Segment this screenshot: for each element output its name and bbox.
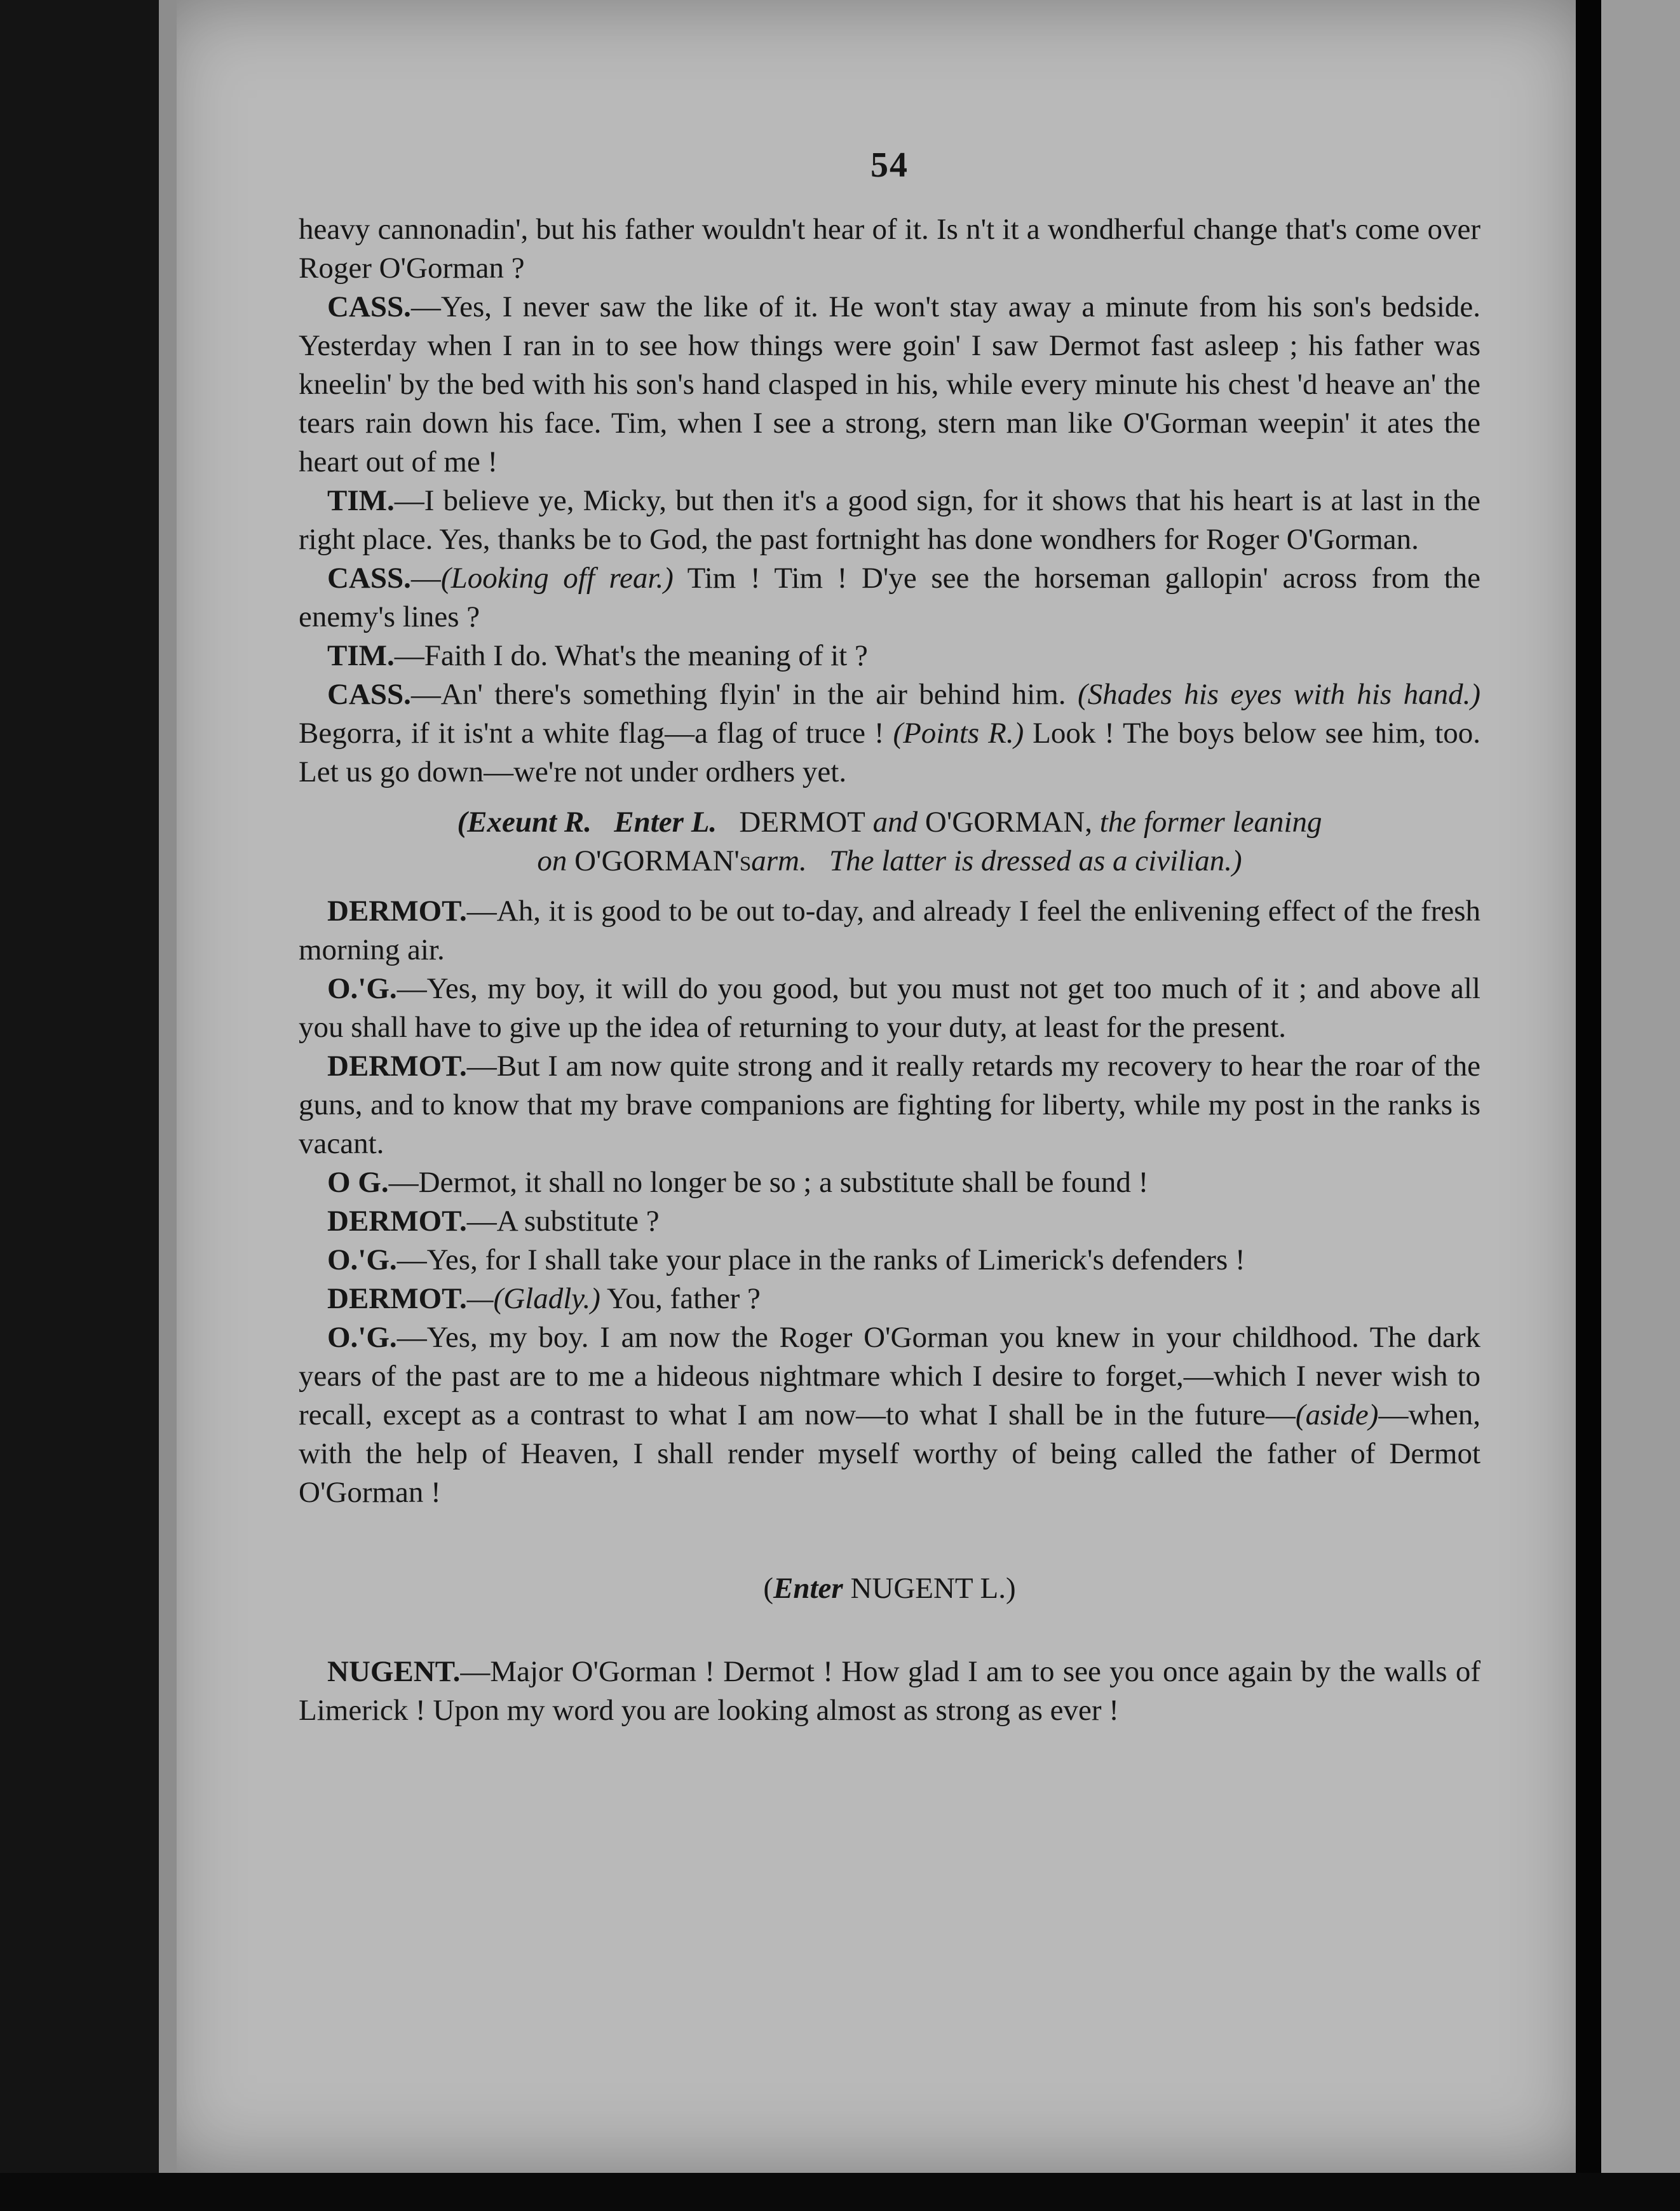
speech-text: —But I am now quite strong and it really retards my recovery to hear the roar of the guns, and to know that my brave companions are fighting for liberty, while my post in the ranks is vacant. <box>299 1050 1480 1160</box>
binding-edge <box>1576 0 1601 2211</box>
speech-dermot-3 <box>299 1202 1480 1241</box>
stage-direction: (Shades his eyes with his hand.) <box>1077 678 1480 711</box>
speech-text: —Yes, I never saw the like of it. He won't stay away a minute from his son's bedside. Yesterday when I ran in to see how things were goin' I saw Dermot fast asleep ; his father was kneelin' by the bed with his son's hand clasped in his, while every minute his chest 'd heave an' the tears rain down his face. Tim, when I see a strong, stern man like O'Gorman weepin' it ates the heart out of me ! <box>299 290 1480 478</box>
speech-text: —when, with the help of Heaven, I shall render myself worthy of being called the father of Dermot O'Gorman ! <box>299 1398 1480 1509</box>
speaker-name: DERMOT. <box>327 1282 467 1315</box>
direction-enter: Enter L. <box>614 806 717 839</box>
stage-direction: —(Gladly.) <box>466 1282 600 1315</box>
speech-dermot-1 <box>299 892 1480 970</box>
speech-cass-1 <box>299 288 1480 482</box>
direction-word: on <box>537 844 567 877</box>
speech-text: —Yes, my boy. I am now the Roger O'Gorman you knew in your childhood. The dark years of the past are to me a hideous nightmare which I desire to forget,—which I never wish to recall, except as a contrast to what I am now—to what I shall be in the future— <box>299 1321 1480 1431</box>
speech-text: —Yes, my boy, it will do you good, but you must not get too much of it ; and above all you shall have to give up the idea of returning to your duty, at least for the present. <box>299 972 1480 1044</box>
speaker-name: DERMOT. <box>327 1050 467 1083</box>
character-ogorman: O'GORMAN, <box>925 806 1092 839</box>
speaker-name: O.'G. <box>327 972 397 1005</box>
speech-ogorman-2 <box>299 1163 1480 1202</box>
speech-text: —I believe ye, Micky, but then it's a good sign, for it shows that his heart is at last in the right place. Yes, thanks be to God, the past fortnight has done wondhers for Roger O'Gorman. <box>299 484 1480 556</box>
speech-text: heavy cannonadin', but his father wouldn't hear of it. Is n't it a wondherful change that's come over Roger O'Gorman ? <box>299 213 1480 285</box>
page-number: 54 <box>870 145 909 185</box>
speech-dermot-2 <box>299 1047 1480 1163</box>
speech-text: —Yes, for I shall take your place in the ranks of Limerick's defenders ! <box>396 1243 1245 1276</box>
speaker-name: O.'G. <box>327 1243 397 1276</box>
speech-text: Begorra, if it is'nt a white flag—a flag of truce ! <box>299 717 893 750</box>
speech-text: —An' there's something flyin' in the air behind him. <box>410 678 1078 711</box>
character-dermot: DERMOT <box>739 806 865 839</box>
speech-text: Look ! The boys below see him, too. Let us go down—we're not under ordhers yet. <box>299 717 1480 788</box>
speech-text: —Faith I do. What's the meaning of it ? <box>394 639 868 672</box>
speech-ogorman-1 <box>299 970 1480 1047</box>
scan-bottom-border <box>0 2173 1680 2211</box>
direction-paren: ( <box>763 1572 773 1605</box>
speaker-name: O G. <box>327 1166 389 1199</box>
speech-cass-3 <box>299 675 1480 792</box>
speaker-name: DERMOT. <box>327 895 467 928</box>
page-gutter-shadow <box>159 0 177 2173</box>
speaker-name: CASS. <box>327 678 411 711</box>
stage-direction: (Looking off rear.) <box>440 562 674 595</box>
direction-text: the former leaning <box>1099 806 1322 839</box>
speaker-name: O.'G. <box>327 1321 397 1354</box>
direction-enter: Enter <box>773 1572 843 1605</box>
stage-direction: (Points R.) <box>893 717 1024 750</box>
character-ogorman: O'GORMAN's <box>574 844 752 877</box>
speaker-name: DERMOT. <box>327 1205 467 1238</box>
speech-cass-2: CASS.—(Looking off rear.) Tim ! Tim ! D'ye see the horseman gallopin' across from the enemy's lines ? <box>299 562 1480 633</box>
speech-ogorman-3 <box>299 1241 1480 1280</box>
speech-ogorman-4 <box>299 1318 1480 1512</box>
speech-text: Tim ! Tim ! D'ye see the horseman gallopin' across from the enemy's lines ? <box>299 562 1480 633</box>
page-text <box>299 146 1480 1730</box>
speech-tim-2 <box>299 637 1480 675</box>
speech-nugent-1 <box>299 1653 1480 1730</box>
speech-dermot-4 <box>299 1280 1480 1318</box>
direction-word: arm. <box>751 844 807 877</box>
adjacent-page-edge <box>1601 0 1680 2211</box>
speech-text: —Major O'Gorman ! Dermot ! How glad I am to see you once again by the walls of Limerick ! Upon my word you are looking almost as strong as ever ! <box>299 1655 1480 1727</box>
speaker-name: CASS. <box>327 562 411 595</box>
direction-word: and <box>872 806 918 839</box>
speech-tim-1 <box>299 482 1480 559</box>
speech-text: You, father ? <box>600 1282 761 1315</box>
stage-direction-exeunt <box>299 803 1480 881</box>
character-nugent: NUGENT L.) <box>843 1572 1016 1605</box>
stage-direction: (aside) <box>1295 1398 1379 1431</box>
direction-exeunt: (Exeunt R. <box>457 806 592 839</box>
speech-text: —Ah, it is good to be out to-day, and already I feel the enlivening effect of the fresh morning air. <box>299 895 1480 966</box>
speaker-name: TIM. <box>327 639 395 672</box>
speaker-name: TIM. <box>327 484 395 517</box>
speaker-name: CASS. <box>327 290 411 323</box>
speech-continuation <box>299 210 1480 288</box>
speech-text: —A substitute ? <box>466 1205 660 1238</box>
direction-text: The latter is dressed as a civilian.) <box>829 844 1242 877</box>
speech-text: —Dermot, it shall no longer be so ; a substitute shall be found ! <box>388 1166 1149 1199</box>
speaker-name: NUGENT. <box>327 1655 461 1688</box>
stage-direction-enter-nugent <box>299 1569 1480 1608</box>
